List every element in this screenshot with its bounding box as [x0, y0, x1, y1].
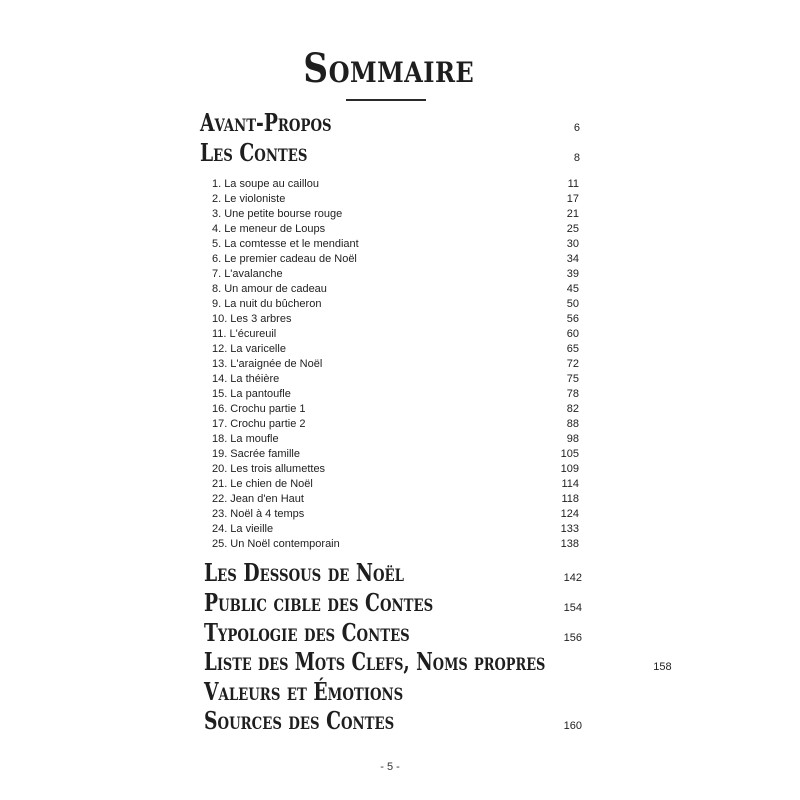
story-page: 60 [566, 328, 579, 340]
story-number: 22. [212, 493, 228, 505]
story-item[interactable] [212, 522, 579, 537]
story-page: 39 [566, 268, 579, 280]
toc-entry-page: 158 [653, 661, 672, 673]
toc-entry-label: Valeurs et Émotions [204, 677, 404, 706]
story-title-group [212, 237, 359, 252]
story-number: 18. [212, 433, 228, 445]
story-title-group [212, 447, 300, 462]
story-page: 138 [560, 538, 579, 550]
story-title-group [212, 417, 306, 432]
story-number: 20. [212, 463, 228, 475]
story-item[interactable] [212, 537, 579, 552]
story-number: 8. [212, 283, 222, 295]
story-page: 133 [560, 523, 579, 535]
story-page: 17 [566, 193, 579, 205]
story-page: 109 [560, 463, 579, 475]
story-number: 12. [212, 343, 228, 355]
story-item[interactable] [212, 282, 579, 297]
story-title-group [212, 387, 291, 402]
story-page: 34 [566, 253, 579, 265]
story-title-group [212, 372, 279, 387]
story-number: 25. [212, 538, 228, 550]
story-page: 50 [566, 298, 579, 310]
story-page: 105 [560, 448, 579, 460]
story-title-group [212, 327, 276, 342]
story-title: Les 3 arbres [230, 313, 292, 325]
story-page: 65 [566, 343, 579, 355]
story-page: 72 [566, 358, 579, 370]
story-page: 118 [561, 493, 579, 505]
story-title: L'écureuil [229, 328, 277, 340]
story-item[interactable] [212, 252, 579, 267]
story-title-group [212, 507, 304, 522]
story-number: 1. [212, 178, 222, 190]
toc-entry-mots-clefs[interactable] [204, 647, 672, 676]
story-item[interactable] [212, 477, 579, 492]
story-list [212, 177, 579, 552]
story-item[interactable] [212, 267, 579, 282]
story-item[interactable] [212, 507, 579, 522]
story-title: Jean d'en Haut [230, 493, 304, 505]
story-number: 5. [212, 238, 222, 250]
story-item[interactable] [212, 207, 579, 222]
story-title-group [212, 267, 283, 282]
story-number: 9. [212, 298, 222, 310]
story-title: Le chien de Noël [230, 478, 313, 490]
story-number: 11. [212, 328, 227, 340]
story-number: 10. [212, 313, 228, 325]
story-number: 15. [212, 388, 228, 400]
toc-entry-page: 8 [573, 152, 580, 164]
story-page: 45 [566, 283, 579, 295]
story-number: 21. [212, 478, 228, 490]
story-item[interactable] [212, 372, 579, 387]
story-number: 7. [212, 268, 222, 280]
story-title: Les trois allumettes [230, 463, 326, 475]
toc-entry-label: Les Dessous de Noël [204, 558, 404, 587]
story-title-group [212, 402, 306, 417]
toc-entry-page: 154 [563, 602, 582, 614]
story-title: Noël à 4 temps [230, 508, 305, 520]
story-title-group [212, 492, 304, 507]
story-title: Le premier cadeau de Noël [224, 253, 357, 265]
story-title-group [212, 252, 357, 267]
story-item[interactable] [212, 177, 579, 192]
story-item[interactable] [212, 357, 579, 372]
story-title-group [212, 282, 327, 297]
story-page: 75 [566, 373, 579, 385]
story-page: 56 [566, 313, 579, 325]
story-number: 3. [212, 208, 222, 220]
title-underline [346, 99, 426, 101]
story-title-group [212, 177, 319, 192]
story-number: 16. [212, 403, 228, 415]
story-page: 124 [560, 508, 579, 520]
story-item[interactable] [212, 432, 579, 447]
story-page: 30 [566, 238, 579, 250]
story-page: 88 [566, 418, 579, 430]
story-title-group [212, 207, 342, 222]
story-title: Le meneur de Loups [224, 223, 326, 235]
toc-entry-dessous-de-noel[interactable] [204, 558, 582, 587]
story-item[interactable] [212, 462, 579, 477]
story-title: La nuit du bûcheron [224, 298, 322, 310]
story-title: Sacrée famille [230, 448, 300, 460]
story-title: La varicelle [230, 343, 286, 355]
story-item[interactable] [212, 312, 579, 327]
story-title-group [212, 297, 321, 312]
story-title-group [212, 222, 325, 237]
story-title: Un Noël contemporain [230, 538, 340, 550]
story-number: 2. [212, 193, 222, 205]
toc-entry-label: Sources des Contes [204, 706, 395, 735]
toc-entry-page: 6 [573, 122, 580, 134]
toc-entry-sources[interactable] [204, 706, 582, 735]
story-item[interactable] [212, 417, 579, 432]
story-item[interactable] [212, 222, 579, 237]
story-title: La théière [230, 373, 280, 385]
toc-entry-avant-propos[interactable] [200, 108, 580, 137]
story-title: Crochu partie 1 [230, 403, 306, 415]
story-item[interactable] [212, 447, 579, 462]
story-title: L'araignée de Noël [230, 358, 323, 370]
story-title: La pantoufle [230, 388, 291, 400]
story-title-group [212, 357, 322, 372]
story-item[interactable] [212, 297, 579, 312]
story-item[interactable] [212, 327, 579, 342]
story-number: 19. [212, 448, 228, 460]
toc-entry-typologie[interactable] [204, 618, 582, 647]
page-title: Sommaire [303, 45, 475, 92]
story-page: 114 [561, 478, 579, 490]
story-item[interactable] [212, 402, 579, 417]
toc-entry-public-cible[interactable] [204, 588, 582, 617]
story-title-group [212, 432, 279, 447]
toc-entry-page: 142 [563, 572, 582, 584]
toc-entry-label: Les Contes [200, 138, 308, 167]
story-item[interactable] [212, 237, 579, 252]
story-title: Crochu partie 2 [230, 418, 306, 430]
toc-entry-les-contes[interactable] [200, 138, 580, 167]
story-title: La moufle [230, 433, 279, 445]
story-item[interactable] [212, 492, 579, 507]
story-title-group [212, 537, 340, 552]
story-number: 4. [212, 223, 222, 235]
story-item[interactable] [212, 387, 579, 402]
story-number: 13. [212, 358, 228, 370]
story-title: La vieille [230, 523, 274, 535]
story-title: Le violoniste [224, 193, 286, 205]
toc-entry-valeurs-emotions[interactable] [204, 677, 582, 706]
story-page: 25 [566, 223, 579, 235]
toc-entry-label: Liste des Mots Clefs, Noms propres [204, 647, 546, 676]
story-title-group [212, 312, 291, 327]
story-item[interactable] [212, 342, 579, 357]
story-title-group [212, 522, 273, 537]
story-title-group [212, 342, 286, 357]
toc-entry-label: Public cible des Contes [204, 588, 434, 617]
toc-entry-page: 156 [563, 632, 582, 644]
story-number: 6. [212, 253, 222, 265]
toc-entry-label: Avant-Propos [200, 108, 332, 137]
story-title-group [212, 462, 325, 477]
story-number: 14. [212, 373, 228, 385]
toc-entry-page: 160 [563, 720, 582, 732]
story-page: 21 [566, 208, 579, 220]
story-title: Un amour de cadeau [224, 283, 327, 295]
story-number: 24. [212, 523, 228, 535]
story-title-group [212, 192, 285, 207]
story-title: La comtesse et le mendiant [224, 238, 359, 250]
story-page: 82 [566, 403, 579, 415]
page-number-footer: - 5 - [380, 761, 400, 773]
story-number: 23. [212, 508, 228, 520]
story-title-group [212, 477, 313, 492]
toc-entry-label: Typologie des Contes [204, 618, 410, 647]
story-item[interactable] [212, 192, 579, 207]
story-title: Une petite bourse rouge [224, 208, 343, 220]
story-page: 98 [566, 433, 579, 445]
story-page: 78 [566, 388, 579, 400]
story-title: L'avalanche [224, 268, 283, 280]
story-title: La soupe au caillou [224, 178, 319, 190]
story-number: 17. [212, 418, 228, 430]
story-page: 11 [567, 178, 579, 190]
